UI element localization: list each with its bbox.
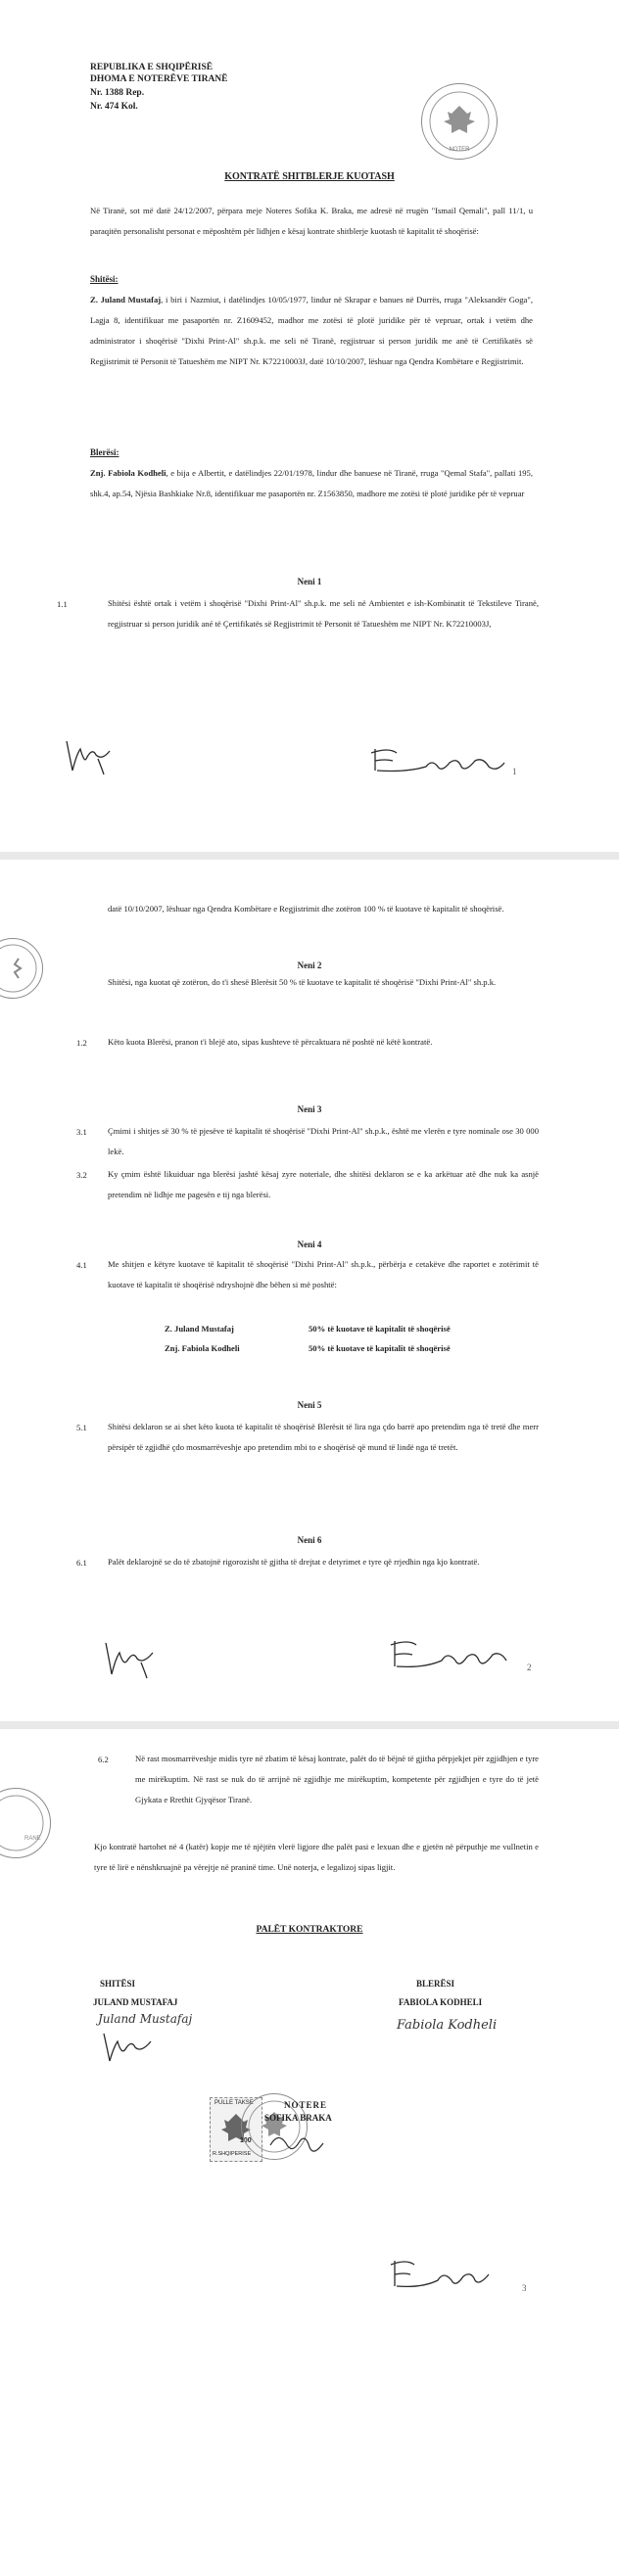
- seller-label: SHITËSI: [100, 1979, 136, 1989]
- neni6-heading: Neni 6: [297, 1535, 322, 1545]
- document-page-1: [0, 0, 619, 852]
- page-gap: [0, 1721, 619, 1729]
- neni3-heading: Neni 3: [297, 1104, 322, 1114]
- seller-final-signature: [98, 2028, 167, 2067]
- neni4-heading: Neni 4: [297, 1240, 322, 1249]
- document-page-2: [0, 860, 619, 1721]
- buyer-signature: [367, 739, 514, 783]
- neni1-number: 1.1: [57, 599, 68, 609]
- buyer-paragraph: [90, 463, 533, 504]
- seller-signature: [59, 729, 127, 778]
- share-holder-1-share: 50% të kuotave të kapitalit të shoqërisë: [309, 1324, 451, 1334]
- header-republic: REPUBLIKA E SHQIPËRISË: [90, 63, 214, 72]
- neni6-item-1-text: Palët deklarojnë se do të zbatojnë rigorozisht të gjitha të drejtat e detyrimet e tyre që rrjedhin nga kjo kontratë.: [108, 1557, 480, 1567]
- document-title: KONTRATË SHITBLERJE KUOTASH: [224, 171, 395, 182]
- notary-stamp: [421, 83, 498, 160]
- neni2-number: 1.2: [76, 1038, 87, 1048]
- share-holder-1-name: Z. Juland Mustafaj: [165, 1324, 234, 1334]
- intro-paragraph: Në Tiranë, sot më datë 24/12/2007, përpara meje Noteres Sofika K. Braka, me adresë në rrugën "Ismail Qemali", pall 11/1, u paraqitën personalisht personat e mëposhtëm për lidhjen e kësaj kontrate shitblerje kuotash të kapitalit të shoqërisë:: [90, 206, 533, 236]
- tax-stamp-top-text: PULLE TAKSE: [214, 2100, 254, 2106]
- neni6-item-1-number: 6.1: [76, 1558, 87, 1568]
- header-nr-rep: Nr. 1388 Rep.: [90, 88, 145, 98]
- neni2-text-b: Këto kuota Blerësi, pranon t'i blejë ato, sipas kushteve të përcaktuara në poshtë në këtë kontratë.: [108, 1037, 433, 1047]
- neni3-item-2-text: Ky çmim është likuiduar nga blerësi jashtë kësaj zyre noteriale, dhe shitësi deklaron se e ka arkëtuar atë dhe nuk ka asnjë pretendim në lidhje me pagesën e tij nga blerësi.: [108, 1169, 539, 1199]
- seller-heading: Shitësi:: [90, 274, 119, 284]
- neni3-item-2-number: 3.2: [76, 1170, 87, 1180]
- neni3-item-1-text: Çmimi i shitjes së 30 % të pjesëve të kapitalit të shoqërisë "Dixhi Print-Al" sh.p.k., është me vlerën e tyre nominale ose 30 000 lekë.: [108, 1126, 539, 1156]
- notary-stamp-seal: [422, 84, 497, 159]
- neni5-heading: Neni 5: [297, 1400, 322, 1410]
- share-holder-2-name: Znj. Fabiola Kodheli: [165, 1343, 240, 1353]
- tax-stamp-bottom-text: R.SHQIPERISE: [213, 2151, 252, 2157]
- parties-heading: PALËT KONTRAKTORE: [256, 1925, 363, 1935]
- buyer-handwritten-name: Fabiola Kodheli: [397, 2018, 498, 2033]
- neni6-item-2-text: Në rast mosmarrëveshje midis tyre në zbatim të kësaj kontrate, palët do të bëjnë të gjitha përpjekjet për zgjidhjen e tyre me mirëkuptim. Në rast se nuk do të arrijnë në zgjidhje me mirëkuptim, kompetente për zgjidhjen e tyre do të jetë Gjykata e Rrethit Gjyqësor Tiranë.: [135, 1754, 539, 1804]
- notary-name: SOFIKA BRAKA: [264, 2113, 332, 2123]
- neni1-text-continued: datë 10/10/2007, lëshuar nga Qendra Kombëtare e Regjistrimit dhe zotëron 100 % të kuotave të kapitalit të shoqërisë.: [108, 904, 504, 913]
- seller-handwritten-name: Juland Mustafaj: [98, 2012, 193, 2026]
- neni6-item-2-number: 6.2: [98, 1755, 109, 1764]
- notary-label: NOTERE: [284, 2100, 328, 2110]
- page-number-1: 1: [512, 767, 517, 776]
- neni2-text-a: Shitësi, nga kuotat që zotëron, do t'i shesë Blerësit 50 % të kuotave te kapitalit të shoqërisë "Dixhi Print-Al" sh.p.k.: [108, 977, 497, 987]
- seller-signature-p2: [98, 1633, 176, 1682]
- neni1-heading: Neni 1: [297, 577, 322, 586]
- buyer-final-signature: [387, 2255, 504, 2294]
- buyer-signature-p2: [387, 1633, 524, 1682]
- neni1-text: Shitësi është ortak i vetëm i shoqërisë "Dixhi Print-Al" sh.p.k. me seli në Ambientet e ish-Kombinatit të Tekstileve Tiranë, regjistruar si person juridik ané të Çertifikatës së Regjistrimit të Personit të Tatueshëm me NIPT Nr. K72210003J,: [108, 598, 539, 629]
- seller-details: , i biri i Nazmiut, i datëlindjes 10/05/1977, lindur në Skrapar e banues në Durrës, rruga "Aleksandër Goga", Lagja 8, identifikuar me pasaportën nr. Z1609452, madhor me zotësi të plotë juridike për të vepruar, ortak i vetëm dhe administrator i shoqërisë "Dixhi Print-Al" sh.p.k. me seli në Tiranë, regjistruar si person juridik me anë të Certifikatës së Regjistrimit të Personit të Tatueshëm me NIPT Nr. K72210003J, datë 10/10/2007, lëshuar nga Qendra Kombëtare e Regjistrimit.: [90, 295, 533, 366]
- svg-text:NOTER: NOTER: [449, 147, 470, 153]
- buyer-details: , e bija e Albertit, e datëlindjes 22/01/1978, lindur dhe banuese në Tiranë, rruga "Qemal Stafa", pallati 195, shk.4, ap.54, Njësia Bashkiake Nr.8, identifikuar me pasaportën nr. Z1563850, madhore me zotësi të plotë juridike për të vepruar: [90, 468, 533, 498]
- buyer-name: Znj. Fabiola Kodheli: [90, 468, 167, 478]
- page-number-3: 3: [522, 2283, 527, 2293]
- neni3-item-1-number: 3.1: [76, 1127, 87, 1137]
- buyer-label: BLERËSI: [416, 1979, 455, 1989]
- header-chamber: DHOMA E NOTERËVE TIRANË: [90, 74, 228, 84]
- page-gap: [0, 852, 619, 860]
- neni4-text: Me shitjen e këtyre kuotave të kapitalit të shoqërisë "Dixhi Print-Al" sh.p.k., përbërja e cetakëve dhe raportet e zotërimit të kuotave të kapitalit të shoqërisë ndryshojnë dhe bëhen si më poshtë:: [108, 1259, 539, 1289]
- neni5-text: Shitësi deklaron se ai shet këto kuota të kapitalit të shoqërisë Blerësit të lira nga çdo barrë apo pretendim nga të tretë dhe merr përsipër të zgjidhë çdo mosmarrëveshje apo pretendim mbi to e shoqërisë që mund të lindë nga të tretët.: [108, 1422, 539, 1452]
- header-nr-kol: Nr. 474 Kol.: [90, 102, 138, 112]
- closing-paragraph: Kjo kontratë hartohet në 4 (katër) kopje me të njëjtën vlerë ligjore dhe palët pasi e lexuan dhe e gjetën në përputhje me vullnetin e tyre të lirë e nënshkruajnë pa vërejtje në praninë time. Unë noterja, e legalizoj sipas ligjit.: [94, 1842, 539, 1872]
- seller-name: Z. Juland Mustafaj: [90, 295, 162, 304]
- neni5-number: 5.1: [76, 1423, 87, 1432]
- seller-paragraph: [90, 290, 533, 372]
- share-holder-2-share: 50% të kuotave të kapitalit të shoqërisë: [309, 1343, 451, 1353]
- neni2-heading: Neni 2: [297, 960, 322, 970]
- side-notary-stamp-p3: [0, 1788, 51, 1858]
- tax-stamp-value: 100: [240, 2137, 252, 2144]
- document-page-3: [0, 1729, 619, 2576]
- neni4-number: 4.1: [76, 1260, 87, 1270]
- page-number-2: 2: [527, 1663, 532, 1672]
- buyer-printed-name: FABIOLA KODHELI: [399, 1997, 483, 2007]
- seller-printed-name: JULAND MUSTAFAJ: [93, 1997, 178, 2007]
- svg-text:RANE: RANE: [24, 1836, 41, 1842]
- notary-signature: [264, 2126, 333, 2165]
- buyer-heading: Blerësi:: [90, 447, 119, 457]
- side-stamp-seal-p3: [0, 1789, 50, 1857]
